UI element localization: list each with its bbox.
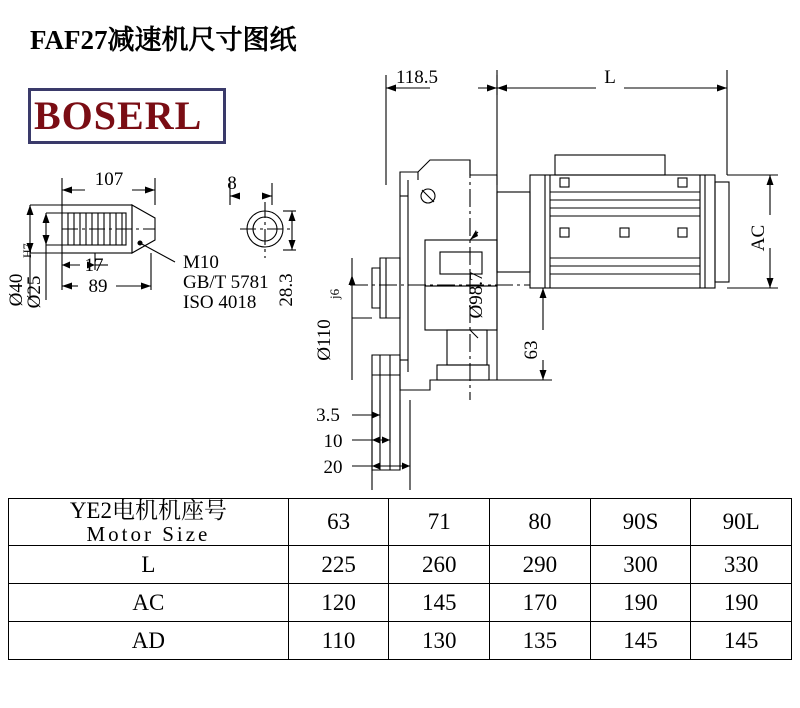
motor-size-1: 71 xyxy=(389,499,490,546)
cell-AD-2: 135 xyxy=(490,622,591,660)
cell-AC-4: 190 xyxy=(691,584,792,622)
cell-L-0: 225 xyxy=(288,546,389,584)
table-row xyxy=(9,584,792,622)
motor-size-2: 80 xyxy=(490,499,591,546)
row-label-L: L xyxy=(9,546,289,584)
dim-63: 63 xyxy=(521,340,542,360)
header-motor-size xyxy=(9,499,289,546)
page-title: FAF27减速机尺寸图纸 xyxy=(30,25,297,55)
header-motor-size-en: Motor Size xyxy=(86,522,211,547)
cell-L-4: 330 xyxy=(691,546,792,584)
cell-AD-1: 130 xyxy=(389,622,490,660)
row-label-AC: AC xyxy=(9,584,289,622)
cell-AD-4: 145 xyxy=(691,622,792,660)
dim-118-5: 118.5 xyxy=(395,67,439,88)
cell-AC-0: 120 xyxy=(288,584,389,622)
dim-89: 89 xyxy=(88,276,108,297)
dim-AC: AC xyxy=(748,224,769,252)
dim-d25h7: Ø25 xyxy=(24,275,45,309)
motor-size-4: 90L xyxy=(691,499,792,546)
cell-L-3: 300 xyxy=(590,546,691,584)
label-m10: M10 xyxy=(183,252,219,273)
table-row xyxy=(9,546,792,584)
dim-d40: Ø40 xyxy=(6,273,27,307)
label-iso4018: ISO 4018 xyxy=(183,292,257,313)
logo-text: BOSERL xyxy=(34,93,203,138)
dim-d98-7: Ø98.7 xyxy=(466,271,487,319)
cell-AD-3: 145 xyxy=(590,622,691,660)
label-gbt5781: GB/T 5781 xyxy=(183,272,269,293)
cell-L-1: 260 xyxy=(389,546,490,584)
row-label-AD: AD xyxy=(9,622,289,660)
header-motor-size-cn: YE2电机机座号 xyxy=(69,498,227,523)
cell-AD-0: 110 xyxy=(288,622,389,660)
cell-AC-2: 170 xyxy=(490,584,591,622)
motor-size-3: 90S xyxy=(590,499,691,546)
table-row xyxy=(9,622,792,660)
cell-AC-1: 145 xyxy=(389,584,490,622)
dim-107: 107 xyxy=(94,169,124,190)
table-header-row xyxy=(9,499,792,546)
dim-8: 8 xyxy=(227,173,237,194)
motor-size-0: 63 xyxy=(288,499,389,546)
cell-AC-3: 190 xyxy=(590,584,691,622)
cell-L-2: 290 xyxy=(490,546,591,584)
dim-d110j6: Ø110 xyxy=(314,319,335,361)
dim-20: 20 xyxy=(323,457,343,478)
specs-table xyxy=(8,498,792,660)
dim-17: 17 xyxy=(84,255,104,276)
dim-28-3: 28.3 xyxy=(276,273,297,307)
dim-d25h7-sup: H7 xyxy=(20,243,34,258)
dim-d110j6-sub: j6 xyxy=(327,288,342,299)
dim-L: L xyxy=(604,67,616,88)
dim-3-5: 3.5 xyxy=(316,405,340,426)
dim-10: 10 xyxy=(323,431,343,452)
